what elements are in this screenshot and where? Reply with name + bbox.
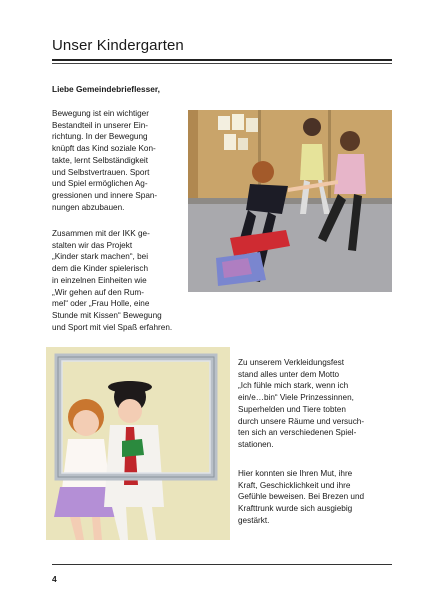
- text-line: und Spiel ermöglichen Ag-: [52, 179, 148, 189]
- text-line: takte, lernt Selbständigkeit: [52, 155, 149, 165]
- header-rule-thick: [52, 59, 392, 61]
- text-line: dem die Kinder spielerisch: [52, 264, 149, 274]
- paragraph-movement: [52, 108, 157, 213]
- text-line: Kraft, Geschicklichkeit und ihre: [238, 480, 351, 490]
- text-line: Superhelden und Tiere tobten: [238, 404, 346, 414]
- text-line: gestärkt.: [238, 515, 270, 525]
- paragraph-courage: [238, 468, 364, 527]
- text-line: Gefühle beweisen. Bei Brezen und: [238, 492, 365, 502]
- text-line: mel“ oder „Frau Holle, eine: [52, 299, 150, 309]
- text-line: durch unsere Räume und versuch-: [238, 416, 365, 426]
- text-line: gressionen und innere Span-: [52, 190, 158, 200]
- greeting: Liebe Gemeindebrieflesser,: [52, 84, 160, 94]
- text-line: stationen.: [238, 439, 274, 449]
- text-line: stand alles unter dem Motto: [238, 369, 340, 379]
- text-line: knüpft das Kind soziale Kon-: [52, 144, 156, 154]
- paragraph-project: [52, 228, 172, 333]
- page-title: Unser Kindergarten: [52, 37, 184, 54]
- text-line: nungen abzubauen.: [52, 202, 125, 212]
- text-line: Zu unserem Verkleidungsfest: [238, 358, 345, 367]
- page-number: 4: [52, 574, 57, 584]
- text-line: in einzelnen Einheiten wie: [52, 275, 147, 285]
- paragraph-costume-party: [238, 357, 364, 451]
- text-line: „Ich fühle mich stark, wenn ich: [238, 381, 349, 391]
- text-line: ein/e…bin“ Viele Prinzessinnen,: [238, 393, 354, 403]
- text-line: ten sich an verschiedenen Spiel-: [238, 428, 357, 438]
- text-line: Stunde mit Kissen“ Bewegung: [52, 310, 162, 320]
- text-line: Krafttrunk wurde sich ausgiebig: [238, 504, 353, 514]
- text-line: Hier konnten sie Ihren Mut, ihre: [238, 469, 353, 478]
- text-line: Zusammen mit der IKK ge-: [52, 229, 150, 238]
- photo-children-costumes: [46, 347, 230, 540]
- text-line: Bestandteil in unserer Ein-: [52, 120, 149, 130]
- text-line: und Sport mit viel Spaß erfahren.: [52, 322, 173, 332]
- photo-children-playing: [188, 110, 392, 292]
- footer-rule: [52, 564, 392, 565]
- text-line: und Selbstvertrauen. Sport: [52, 167, 150, 177]
- text-line: stalten wir das Projekt: [52, 240, 133, 250]
- text-line: Bewegung ist ein wichtiger: [52, 109, 149, 118]
- header-rule-thin: [52, 63, 392, 64]
- text-line: richtung. In der Bewegung: [52, 132, 148, 142]
- text-line: „Kinder stark machen“, bei: [52, 252, 149, 262]
- text-line: „Wir gehen auf den Rum-: [52, 287, 144, 297]
